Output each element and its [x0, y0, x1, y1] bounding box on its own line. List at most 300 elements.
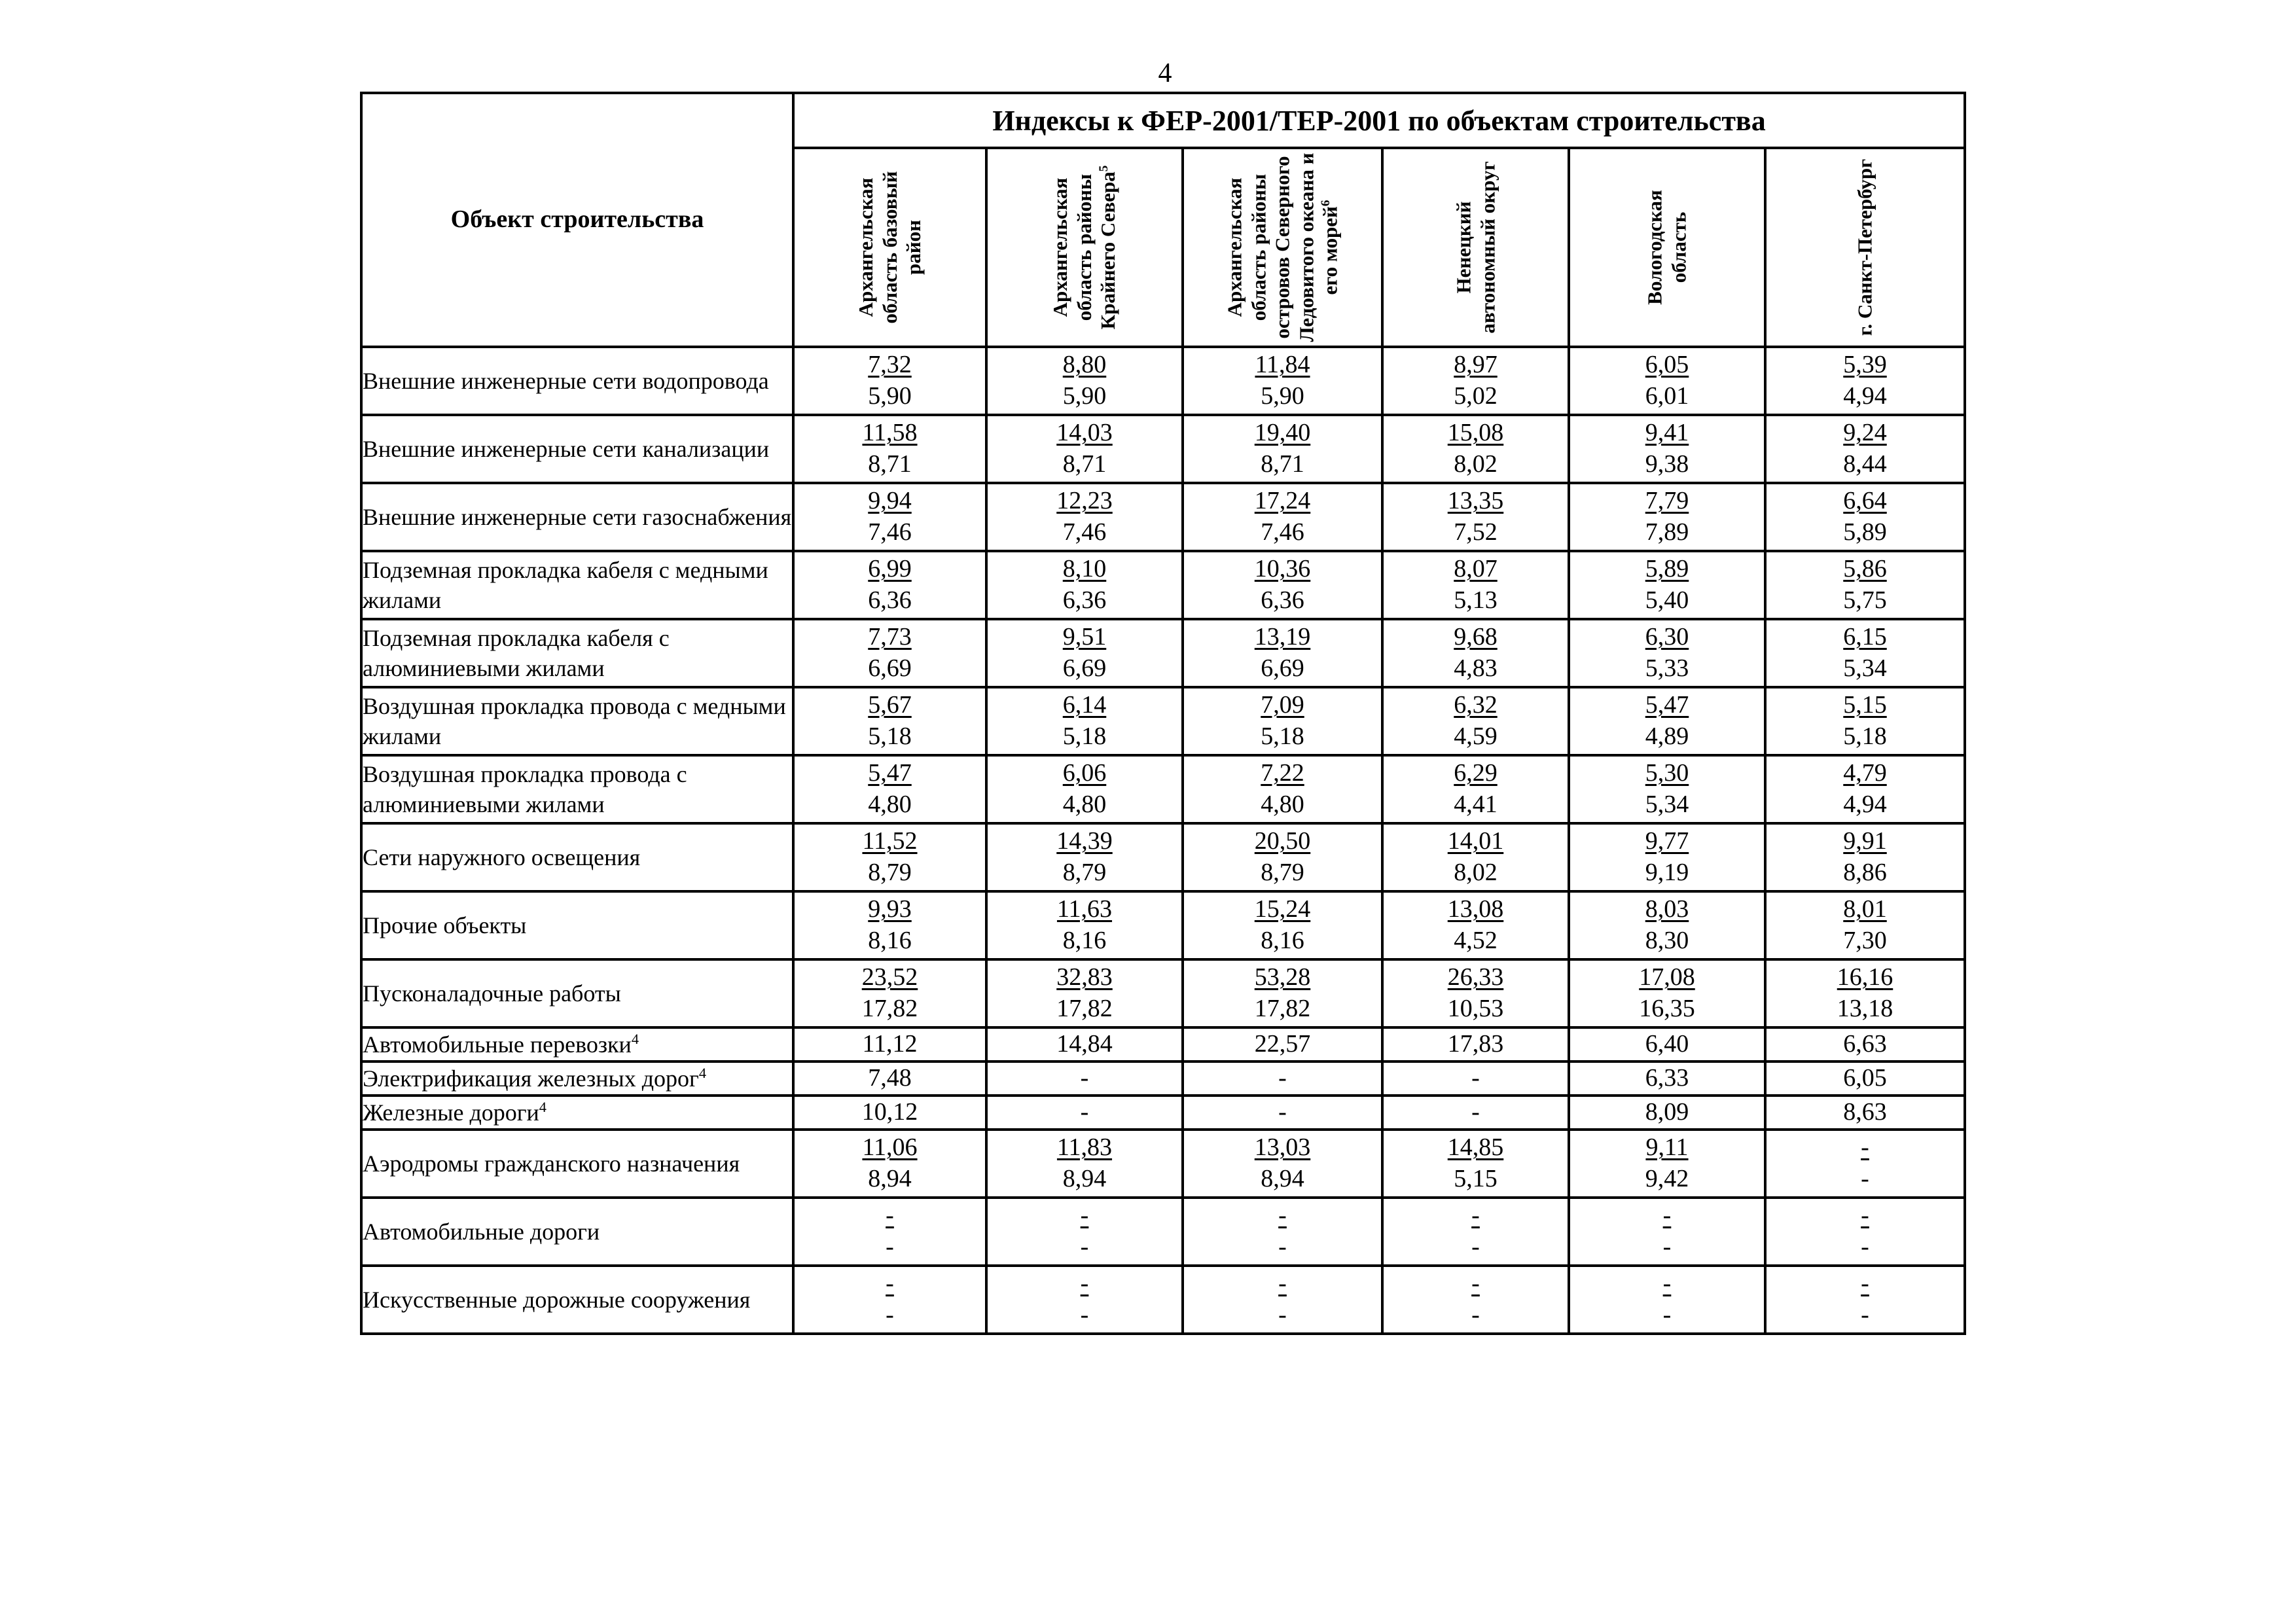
column-header-label: Вологодская область: [1643, 190, 1690, 305]
object-name-cell: [361, 551, 793, 619]
object-name: Сети наружного освещения: [363, 844, 641, 870]
index-value-total: 53,28: [1254, 963, 1311, 991]
object-name-cell: [361, 755, 793, 823]
index-value: -: [1080, 1064, 1089, 1092]
index-value-smr: 9,19: [1645, 859, 1689, 886]
index-value-cell: [1183, 551, 1382, 619]
object-name: Воздушная прокладка провода с медными жилами: [363, 692, 786, 749]
column-header: [986, 148, 1183, 347]
index-value-total: 23,52: [861, 963, 918, 991]
index-value-total: 9,51: [1062, 623, 1107, 651]
column-header: [1183, 148, 1382, 347]
index-value-total: 9,77: [1645, 827, 1689, 855]
index-value-total: 8,80: [1062, 351, 1107, 379]
index-value-cell: [1382, 347, 1569, 415]
index-value-smr: 5,33: [1645, 654, 1689, 682]
index-value-cell: [793, 1130, 986, 1198]
object-name: Искусственные дорожные сооружения: [363, 1286, 751, 1313]
index-value: 8,63: [1843, 1098, 1887, 1126]
index-value-total: 9,68: [1454, 623, 1498, 651]
index-value-total: 6,14: [1062, 691, 1107, 719]
index-value-smr: -: [886, 1233, 894, 1260]
index-value-total: 5,67: [868, 691, 912, 719]
index-value-total: 13,08: [1447, 895, 1504, 923]
table-row: [361, 1027, 1965, 1061]
index-value-cell: [793, 823, 986, 891]
index-value-cell: [1765, 1061, 1965, 1096]
index-value-cell: [793, 687, 986, 755]
index-value-smr: 4,89: [1645, 722, 1689, 750]
index-value-cell: [986, 483, 1183, 551]
index-value-cell: [793, 347, 986, 415]
table-row: [361, 1198, 1965, 1266]
index-value-cell: [986, 823, 1183, 891]
index-value-smr: 8,79: [1261, 859, 1304, 886]
index-value-total: 5,86: [1843, 555, 1887, 583]
index-value: 7,48: [868, 1064, 912, 1092]
index-value-smr: -: [1471, 1301, 1480, 1329]
index-value-total: 6,15: [1843, 623, 1887, 651]
index-value-smr: 7,46: [868, 518, 912, 546]
index-value-smr: 6,36: [1261, 586, 1304, 614]
index-value-total: -: [1278, 1270, 1287, 1298]
table-body: [361, 347, 1965, 1334]
index-value-cell: [986, 347, 1183, 415]
table-row: [361, 1096, 1965, 1130]
index-value-cell: [1569, 1198, 1765, 1266]
object-name-cell: [361, 619, 793, 687]
index-value-total: 14,03: [1056, 419, 1113, 447]
index-value-total: -: [1471, 1270, 1480, 1298]
index-value-cell: [986, 1027, 1183, 1061]
index-value-total: 6,05: [1645, 351, 1689, 379]
index-value: 17,83: [1447, 1030, 1504, 1058]
index-value-cell: [1382, 1096, 1569, 1130]
index-value-total: 13,35: [1447, 487, 1504, 515]
index-value-smr: 7,46: [1062, 518, 1107, 546]
index-value-total: 10,36: [1254, 555, 1311, 583]
index-value-cell: [1569, 891, 1765, 959]
column-header-label: Ненецкий автономный округ: [1451, 161, 1499, 334]
index-value-smr: 4,80: [1062, 791, 1107, 818]
index-value-cell: [793, 619, 986, 687]
index-value-smr: 5,15: [1454, 1165, 1498, 1192]
table-row: [361, 755, 1965, 823]
index-value-smr: 4,52: [1454, 927, 1498, 954]
index-value-cell: [1382, 891, 1569, 959]
index-value: 10,12: [861, 1098, 918, 1126]
index-value-cell: [1382, 755, 1569, 823]
index-value-total: -: [1662, 1270, 1672, 1298]
object-name: Аэродромы гражданского назначения: [363, 1150, 740, 1177]
index-value: 14,84: [1056, 1030, 1113, 1058]
object-name: Внешние инженерные сети канализации: [363, 435, 770, 462]
index-value-cell: [1183, 1266, 1382, 1334]
index-value-smr: 5,40: [1645, 586, 1689, 614]
index-value-smr: 5,18: [868, 722, 912, 750]
table-row: [361, 619, 1965, 687]
index-value-smr: 4,59: [1454, 722, 1498, 750]
object-name-cell: [361, 891, 793, 959]
index-value-cell: [1569, 687, 1765, 755]
index-value-cell: [1183, 959, 1382, 1027]
index-value-cell: [793, 1266, 986, 1334]
index-value-cell: [1569, 1096, 1765, 1130]
index-value-smr: 5,13: [1454, 586, 1498, 614]
column-header-label: Архангельская область районы островов Северного Ледовитого океана и его морей: [1223, 152, 1342, 342]
index-value: 11,12: [862, 1030, 918, 1058]
index-value-cell: [1183, 1061, 1382, 1096]
index-value-total: -: [1861, 1133, 1869, 1162]
index-value-cell: [986, 891, 1183, 959]
index-value-cell: [1183, 891, 1382, 959]
header-row-main: [361, 93, 1965, 148]
index-value-total: 5,15: [1843, 691, 1887, 719]
page-number: 4: [1158, 58, 1172, 88]
index-value-total: 9,91: [1843, 827, 1887, 855]
index-value-cell: [1382, 687, 1569, 755]
index-value-cell: [1569, 823, 1765, 891]
index-value-total: -: [1278, 1202, 1287, 1230]
index-value-cell: [1382, 1198, 1569, 1266]
index-value: -: [1080, 1098, 1089, 1126]
index-value-cell: [793, 415, 986, 483]
index-value-smr: 16,35: [1639, 995, 1695, 1022]
index-value-total: 9,24: [1843, 419, 1887, 447]
index-value-total: 5,30: [1645, 759, 1689, 787]
index-value-smr: -: [1080, 1233, 1089, 1260]
index-value-smr: 6,69: [1261, 654, 1304, 682]
index-value-cell: [1765, 415, 1965, 483]
index-value-total: 26,33: [1447, 963, 1504, 991]
index-value: 6,05: [1843, 1064, 1887, 1092]
index-value-smr: 4,80: [1261, 791, 1304, 818]
index-value-total: 11,83: [1056, 1133, 1113, 1162]
index-value-total: 16,16: [1837, 963, 1893, 991]
index-value-total: 11,84: [1255, 351, 1310, 379]
index-value-cell: [986, 687, 1183, 755]
index-value-cell: [1569, 1266, 1765, 1334]
index-value-cell: [1569, 415, 1765, 483]
index-value-cell: [1765, 891, 1965, 959]
index-value-total: 6,30: [1645, 623, 1689, 651]
index-value-total: 7,32: [868, 351, 912, 379]
object-name-cell: [361, 959, 793, 1027]
index-value-cell: [1569, 483, 1765, 551]
index-value-total: 9,93: [868, 895, 912, 923]
index-value-smr: 5,89: [1843, 518, 1887, 546]
index-value-smr: 4,80: [868, 791, 912, 818]
index-value-cell: [1183, 619, 1382, 687]
object-name: Автомобильные перевозки: [363, 1031, 632, 1058]
index-value-total: 13,03: [1254, 1133, 1311, 1162]
index-value-total: -: [1471, 1202, 1480, 1230]
index-value-smr: 7,30: [1843, 927, 1887, 954]
footnote-mark: 4: [539, 1098, 547, 1115]
table-row: [361, 823, 1965, 891]
object-name-cell: [361, 1266, 793, 1334]
index-value-total: 7,22: [1261, 759, 1304, 787]
index-value-cell: [1765, 619, 1965, 687]
index-value-smr: 8,79: [868, 859, 912, 886]
index-value-total: 8,07: [1454, 555, 1498, 583]
object-name-cell: [361, 687, 793, 755]
index-value-smr: 5,90: [1261, 382, 1304, 410]
object-name-cell: [361, 1096, 793, 1130]
column-header: [1765, 148, 1965, 347]
object-name-cell: [361, 347, 793, 415]
object-name: Внешние инженерные сети водопровода: [363, 367, 769, 394]
index-value-smr: -: [1080, 1301, 1089, 1329]
footnote-mark: 5: [1096, 165, 1111, 172]
index-value-total: 8,03: [1645, 895, 1689, 923]
index-value-cell: [1569, 755, 1765, 823]
table-row: [361, 551, 1965, 619]
index-value-total: -: [1080, 1270, 1089, 1298]
table-row: [361, 347, 1965, 415]
index-value-total: 12,23: [1056, 487, 1113, 515]
index-value-cell: [793, 1061, 986, 1096]
index-value-cell: [1765, 959, 1965, 1027]
index-value-smr: 4,94: [1843, 791, 1887, 818]
index-value-cell: [793, 1198, 986, 1266]
object-name-cell: [361, 1198, 793, 1266]
index-value-total: 6,64: [1843, 487, 1887, 515]
index-value-cell: [1382, 483, 1569, 551]
table-row: [361, 483, 1965, 551]
index-value-total: 13,19: [1254, 623, 1311, 651]
index-value-total: 11,63: [1056, 895, 1113, 923]
index-value-smr: 8,71: [1062, 450, 1107, 478]
index-value-smr: -: [886, 1301, 894, 1329]
index-value-cell: [986, 1096, 1183, 1130]
index-value-smr: -: [1861, 1233, 1869, 1260]
index-value-cell: [1569, 619, 1765, 687]
index-value-smr: 9,42: [1645, 1165, 1689, 1192]
index-value-smr: -: [1861, 1165, 1869, 1192]
index-value-cell: [1569, 1061, 1765, 1096]
index-value-smr: -: [1861, 1301, 1869, 1329]
header-main-title: Индексы к ФЕР-2001/ТЕР-2001 по объектам строительства: [793, 93, 1965, 148]
table-row: [361, 891, 1965, 959]
object-name: Автомобильные дороги: [363, 1218, 600, 1245]
index-value-total: 6,29: [1454, 759, 1498, 787]
index-value-smr: 8,30: [1645, 927, 1689, 954]
object-name-cell: [361, 415, 793, 483]
index-value-total: 7,79: [1645, 487, 1689, 515]
index-value: 6,40: [1645, 1030, 1689, 1058]
index-value: 6,33: [1645, 1064, 1689, 1092]
index-value-total: 5,47: [868, 759, 912, 787]
index-value-total: 4,79: [1843, 759, 1887, 787]
index-value-total: 14,85: [1447, 1133, 1504, 1162]
index-value-smr: 5,18: [1261, 722, 1304, 750]
index-value-cell: [1183, 1130, 1382, 1198]
index-value-total: 9,11: [1645, 1133, 1689, 1162]
index-value-cell: [1569, 959, 1765, 1027]
index-value-total: 9,94: [868, 487, 912, 515]
index-value: 6,63: [1843, 1030, 1887, 1058]
object-name: Подземная прокладка кабеля с алюминиевыми жилами: [363, 624, 670, 681]
index-value-smr: 13,18: [1837, 995, 1893, 1022]
index-value-total: -: [1861, 1202, 1869, 1230]
index-value-total: 5,39: [1843, 351, 1887, 379]
index-value-total: 15,24: [1254, 895, 1311, 923]
index-value-cell: [793, 959, 986, 1027]
index-value-total: 6,06: [1062, 759, 1107, 787]
index-value-cell: [1569, 551, 1765, 619]
index-value-cell: [793, 891, 986, 959]
index-value-smr: 8,79: [1062, 859, 1107, 886]
index-value-total: -: [886, 1202, 894, 1230]
index-value-total: 6,99: [868, 555, 912, 583]
object-name: Воздушная прокладка провода с алюминиевыми жилами: [363, 760, 687, 817]
index-value-smr: 17,82: [1254, 995, 1311, 1022]
footnote-mark: 4: [631, 1030, 639, 1047]
index-value-cell: [1183, 1096, 1382, 1130]
object-name-cell: [361, 1061, 793, 1096]
index-value-cell: [986, 1130, 1183, 1198]
index-value-cell: [1765, 823, 1965, 891]
column-header: [793, 148, 986, 347]
index-value-smr: 5,18: [1843, 722, 1887, 750]
index-value-smr: 6,36: [1062, 586, 1107, 614]
index-value-smr: 8,44: [1843, 450, 1887, 478]
index-value-total: 32,83: [1056, 963, 1113, 991]
index-value-smr: -: [1278, 1233, 1287, 1260]
index-value-smr: 8,02: [1454, 859, 1498, 886]
object-name-cell: [361, 1130, 793, 1198]
object-name: Подземная прокладка кабеля с медными жилами: [363, 556, 768, 613]
table-row: [361, 1061, 1965, 1096]
column-header-label: г. Санкт-Петербург: [1853, 158, 1876, 336]
index-value-cell: [986, 551, 1183, 619]
index-value-total: 11,52: [862, 827, 918, 855]
index-value-smr: 8,94: [868, 1165, 912, 1192]
index-value-total: 9,41: [1645, 419, 1689, 447]
index-value-cell: [1382, 1061, 1569, 1096]
index-value-cell: [1382, 415, 1569, 483]
index-value-smr: 8,16: [1261, 927, 1304, 954]
index-value-cell: [1569, 347, 1765, 415]
table-row: [361, 415, 1965, 483]
index-value-cell: [986, 1266, 1183, 1334]
index-value-cell: [986, 619, 1183, 687]
column-header: [1382, 148, 1569, 347]
object-name: Электрификация железных дорог: [363, 1065, 699, 1092]
index-value-smr: 4,94: [1843, 382, 1887, 410]
index-value-cell: [1382, 823, 1569, 891]
index-value-smr: 7,46: [1261, 518, 1304, 546]
index-value-smr: 8,94: [1261, 1165, 1304, 1192]
index-value-total: 20,50: [1254, 827, 1311, 855]
index-value-total: 17,08: [1639, 963, 1695, 991]
index-value-total: 7,09: [1261, 691, 1304, 719]
index-value-smr: 8,71: [868, 450, 912, 478]
index-value-cell: [1382, 1266, 1569, 1334]
index-value-smr: 5,75: [1843, 586, 1887, 614]
index-value-smr: 5,34: [1843, 654, 1887, 682]
index-value-total: 14,39: [1056, 827, 1113, 855]
index-value: -: [1278, 1064, 1287, 1092]
index-value-smr: 17,82: [861, 995, 918, 1022]
index-value-cell: [1183, 483, 1382, 551]
index-value-total: 6,32: [1454, 691, 1498, 719]
index-value-total: -: [1080, 1202, 1089, 1230]
index-value-cell: [1183, 823, 1382, 891]
index-value-cell: [986, 755, 1183, 823]
index-value-smr: 8,16: [1062, 927, 1107, 954]
index-value-cell: [1765, 551, 1965, 619]
index-value-cell: [793, 1096, 986, 1130]
index-value-cell: [793, 551, 986, 619]
index-value-smr: 8,02: [1454, 450, 1498, 478]
index-value-cell: [986, 1061, 1183, 1096]
index-value-smr: 4,41: [1454, 791, 1498, 818]
index-value-smr: -: [1662, 1301, 1672, 1329]
index-value-total: 11,58: [862, 419, 918, 447]
index-value-cell: [1765, 347, 1965, 415]
index-value-smr: -: [1278, 1301, 1287, 1329]
index-value-smr: 7,52: [1454, 518, 1498, 546]
index-value-smr: 8,71: [1261, 450, 1304, 478]
table-row: [361, 687, 1965, 755]
index-value-smr: 10,53: [1447, 995, 1504, 1022]
index-value-smr: -: [1662, 1233, 1672, 1260]
footnote-mark: 4: [698, 1064, 706, 1081]
index-value-smr: 8,16: [868, 927, 912, 954]
object-name-cell: [361, 823, 793, 891]
index-value-cell: [1569, 1130, 1765, 1198]
index-value-smr: 5,90: [1062, 382, 1107, 410]
index-value-total: 5,47: [1645, 691, 1689, 719]
index-value-smr: 8,94: [1062, 1165, 1107, 1192]
index-value-total: 11,06: [862, 1133, 918, 1162]
index-value-cell: [986, 959, 1183, 1027]
index-value-cell: [1765, 1130, 1965, 1198]
index-value-smr: 5,02: [1454, 382, 1498, 410]
index-value-cell: [1765, 1198, 1965, 1266]
index-value-smr: 6,69: [1062, 654, 1107, 682]
index-value-total: 5,89: [1645, 555, 1689, 583]
table-row: [361, 1266, 1965, 1334]
index-value-cell: [1183, 687, 1382, 755]
index-value-total: 19,40: [1254, 419, 1311, 447]
index-value: 22,57: [1254, 1030, 1311, 1058]
index-value: -: [1471, 1064, 1480, 1092]
index-value-total: 8,01: [1843, 895, 1887, 923]
index-value-cell: [986, 1198, 1183, 1266]
index-value-cell: [793, 483, 986, 551]
index-value-cell: [1183, 1027, 1382, 1061]
column-header-label: Архангельская область базовый район: [853, 171, 925, 324]
index-value-smr: 5,34: [1645, 791, 1689, 818]
index-value-cell: [1765, 755, 1965, 823]
column-header-label: Архангельская область районы Крайнего Севера: [1049, 171, 1120, 330]
index-value-cell: [1382, 1027, 1569, 1061]
index-value-smr: 17,82: [1056, 995, 1113, 1022]
index-value-cell: [1382, 1130, 1569, 1198]
index-value-cell: [1382, 959, 1569, 1027]
footnote-mark: 6: [1319, 200, 1333, 207]
index-value-cell: [1765, 1027, 1965, 1061]
index-value-cell: [1569, 1027, 1765, 1061]
object-name: Железные дороги: [363, 1099, 539, 1126]
index-value-total: -: [886, 1270, 894, 1298]
index-table: [360, 92, 1966, 1335]
index-value-smr: -: [1471, 1233, 1480, 1260]
index-value-total: 8,10: [1062, 555, 1107, 583]
